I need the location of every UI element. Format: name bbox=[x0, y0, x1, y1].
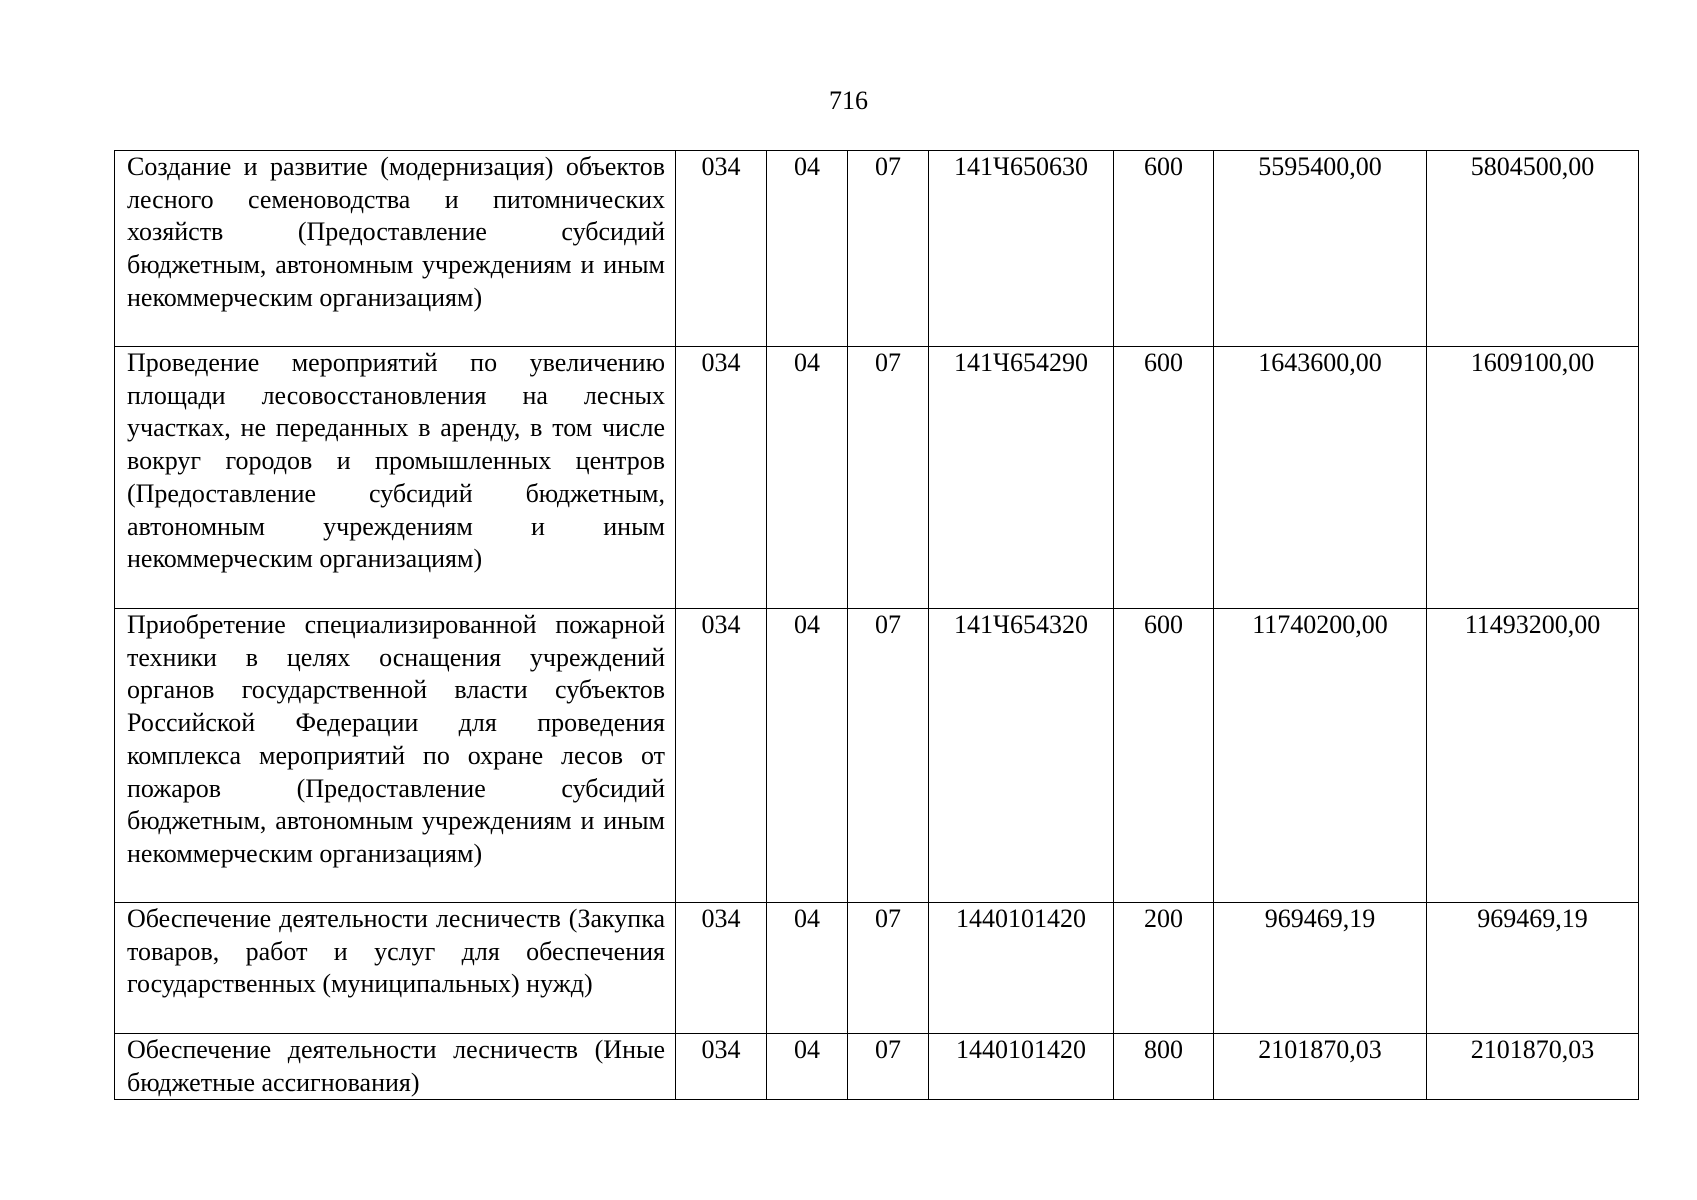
section-code: 04 bbox=[767, 903, 848, 1034]
table-row bbox=[115, 609, 1639, 903]
row-description: Создание и развитие (модернизация) объектов лесного семеноводства и питомнических хозяйств (Предоставление субсидий бюджетным, автономным учреждениям и иным некоммерческим организациям) bbox=[115, 151, 676, 347]
subsection-code: 07 bbox=[848, 151, 929, 347]
expense-type-code: 600 bbox=[1114, 609, 1214, 903]
target-article-code: 1440101420 bbox=[929, 903, 1114, 1034]
target-article-code: 141Ч654290 bbox=[929, 347, 1114, 609]
amount-2: 5804500,00 bbox=[1427, 151, 1639, 347]
budget-table bbox=[114, 150, 1639, 1100]
table-row bbox=[115, 1034, 1639, 1100]
section-code: 04 bbox=[767, 347, 848, 609]
amount-2: 1609100,00 bbox=[1427, 347, 1639, 609]
target-article-code: 141Ч650630 bbox=[929, 151, 1114, 347]
amount-1: 2101870,03 bbox=[1214, 1034, 1427, 1100]
expense-type-code: 800 bbox=[1114, 1034, 1214, 1100]
table-row bbox=[115, 151, 1639, 347]
subsection-code: 07 bbox=[848, 903, 929, 1034]
table-row bbox=[115, 347, 1639, 609]
amount-1: 969469,19 bbox=[1214, 903, 1427, 1034]
ministry-code: 034 bbox=[676, 609, 767, 903]
page-number: 716 bbox=[829, 86, 868, 115]
expense-type-code: 200 bbox=[1114, 903, 1214, 1034]
target-article-code: 1440101420 bbox=[929, 1034, 1114, 1100]
expense-type-code: 600 bbox=[1114, 151, 1214, 347]
amount-2: 11493200,00 bbox=[1427, 609, 1639, 903]
amount-1: 1643600,00 bbox=[1214, 347, 1427, 609]
ministry-code: 034 bbox=[676, 903, 767, 1034]
amount-1: 11740200,00 bbox=[1214, 609, 1427, 903]
amount-2: 2101870,03 bbox=[1427, 1034, 1639, 1100]
subsection-code: 07 bbox=[848, 347, 929, 609]
section-code: 04 bbox=[767, 151, 848, 347]
ministry-code: 034 bbox=[676, 347, 767, 609]
row-description: Приобретение специализированной пожарной техники в целях оснащения учреждений органов государственной власти субъектов Российской Федерации для проведения комплекса мероприятий по охране лесов от пожаров (Предоставление субсидий бюджетным, автономным учреждениям и иным некоммерческим организациям) bbox=[115, 609, 676, 903]
target-article-code: 141Ч654320 bbox=[929, 609, 1114, 903]
section-code: 04 bbox=[767, 609, 848, 903]
section-code: 04 bbox=[767, 1034, 848, 1100]
row-description: Обеспечение деятельности лесничеств (Иные бюджетные ассигнования) bbox=[115, 1034, 676, 1100]
table-row bbox=[115, 903, 1639, 1034]
row-description: Обеспечение деятельности лесничеств (Закупка товаров, работ и услуг для обеспечения государственных (муниципальных) нужд) bbox=[115, 903, 676, 1034]
ministry-code: 034 bbox=[676, 1034, 767, 1100]
row-description: Проведение мероприятий по увеличению площади лесовосстановления на лесных участках, не переданных в аренду, в том числе вокруг городов и промышленных центров (Предоставление субсидий бюджетным, автономным учреждениям и иным некоммерческим организациям) bbox=[115, 347, 676, 609]
subsection-code: 07 bbox=[848, 1034, 929, 1100]
expense-type-code: 600 bbox=[1114, 347, 1214, 609]
amount-1: 5595400,00 bbox=[1214, 151, 1427, 347]
ministry-code: 034 bbox=[676, 151, 767, 347]
amount-2: 969469,19 bbox=[1427, 903, 1639, 1034]
subsection-code: 07 bbox=[848, 609, 929, 903]
